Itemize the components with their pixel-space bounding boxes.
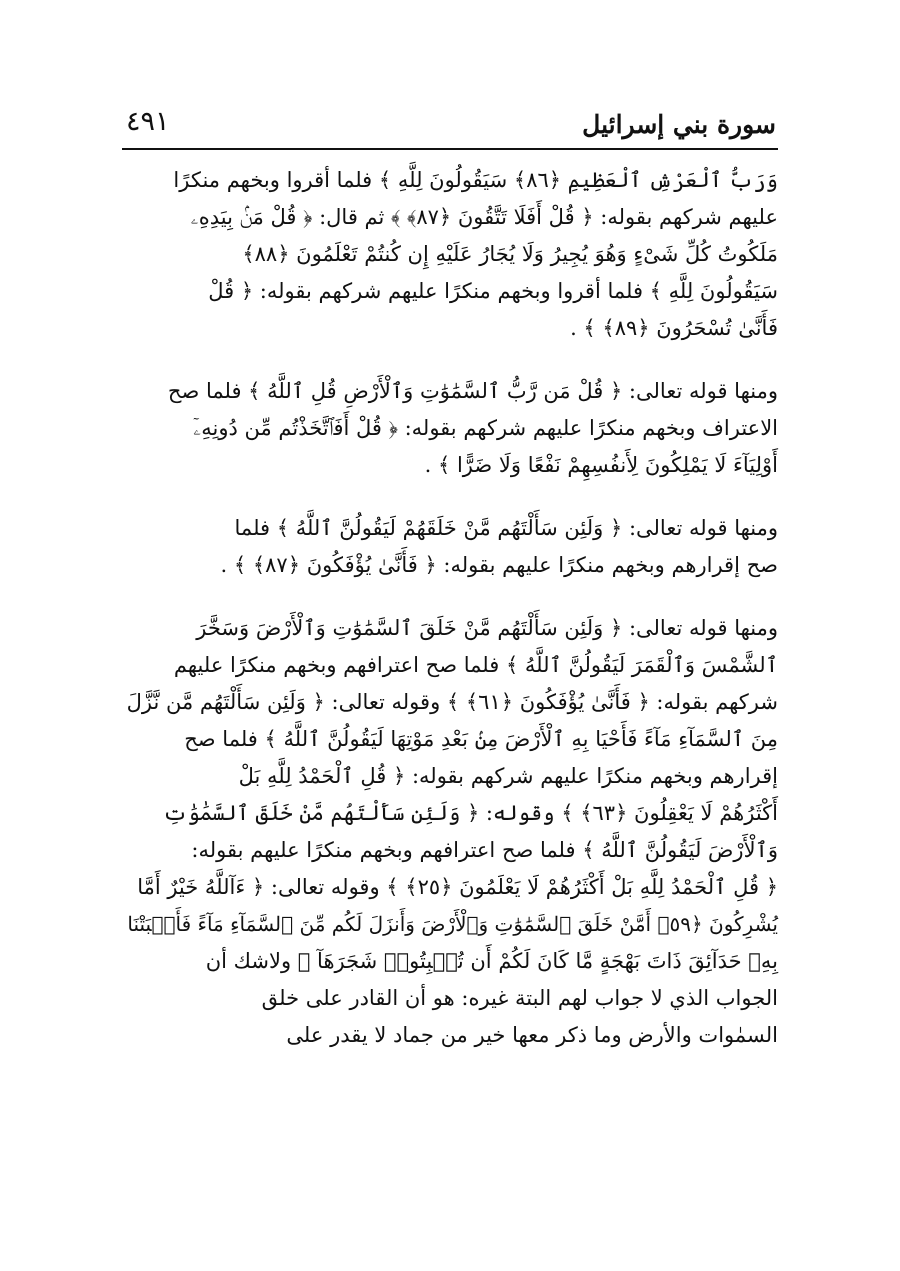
- text-line: أَوْلِيَآءَ لَا يَمْلِكُونَ لِأَنفُسِهِمْ نَفْعًا وَلَا ضَرًّا ﴾ .: [424, 453, 778, 477]
- text-line: وَرَبُّ ٱلْعَرْشِ ٱلْعَظِيمِ ﴿٨٦﴾ سَيَقُولُونَ لِلَّهِ ﴾ فلما أقروا وبخهم منكرًا: [173, 168, 778, 192]
- paragraph-2: [122, 373, 778, 484]
- page-header: [122, 100, 778, 150]
- page-body: [122, 162, 778, 1054]
- paragraph-3: [122, 510, 778, 584]
- surah-title: سورة بني إسرائيل: [582, 110, 776, 139]
- page-number: ٤٩١: [126, 106, 170, 137]
- text-line: ﴿ قُلِ ٱلْحَمْدُ لِلَّهِ بَلْ أَكْثَرُهُمْ لَا يَعْلَمُونَ ﴿٢٥﴾ ﴾ وقوله تعالى: ﴿ ءَآللَّهُ خَيْرٌ أَمَّا: [137, 875, 778, 899]
- text-line: إقرارهم وبخهم منكرًا عليهم شركهم بقوله: ﴿ قُلِ ٱلْحَمْدُ لِلَّهِ بَلْ: [238, 764, 778, 788]
- text-line: ومنها قوله تعالى: ﴿ قُلْ مَن رَّبُّ ٱلسَّمَٰوَٰتِ وَٱلْأَرْضِ قُلِ ٱللَّهُ ﴾ فلما صح: [167, 379, 778, 403]
- text-line: مِنَ ٱلسَّمَآءِ مَآءً فَأَحْيَا بِهِ ٱلْأَرْضَ مِنۢ بَعْدِ مَوْتِهَا لَيَقُولُنَّ ٱللَّهُ ﴾ فلما صح: [184, 727, 778, 751]
- text-line: الاعتراف وبخهم منكرًا عليهم شركهم بقوله: ﴿ قُلْ أَفَٱتَّخَذْتُم مِّن دُونِهِۦٓ: [193, 416, 778, 440]
- text-line: وَٱلْأَرْضَ لَيَقُولُنَّ ٱللَّهُ ﴾ فلما صح اعترافهم وبخهم منكرًا عليهم بقوله:: [191, 838, 778, 862]
- text-line: الجواب الذي لا جواب لهم البتة غيره: هو أن القادر على خلق: [261, 986, 778, 1010]
- text-line: سَيَقُولُونَ لِلَّهِ ﴾ فلما أقروا وبخهم منكرًا عليهم شركهم بقوله: ﴿ قُلْ: [208, 279, 778, 303]
- text-line: يُشْرِكُونَ ﴿٥٩﴾ أَمَّنْ خَلَقَ ٱلسَّمَٰوَٰتِ وَٱلْأَرْضَ وَأَنزَلَ لَكُم مِّنَ ٱلسَّمَآءِ مَآءً فَأَنۢبَتْنَا: [127, 912, 778, 936]
- text-line: عليهم شركهم بقوله: ﴿ قُلْ أَفَلَا تَتَّقُونَ ﴿٨٧﴾ ﴾ ثم قال: ﴿ قُلْ مَنۢ بِيَدِهِۦ: [190, 205, 778, 229]
- text-line: فَأَنَّىٰ تُسْحَرُونَ ﴿٨٩﴾ ﴾ .: [570, 316, 778, 340]
- document-page: [122, 100, 778, 1054]
- text-line: بِهِۦ حَدَآئِقَ ذَاتَ بَهْجَةٍ مَّا كَانَ لَكُمْ أَن تُنۢبِتُوا۟ شَجَرَهَآ ﴾ ولاشك أن: [205, 949, 778, 973]
- text-line: صح إقرارهم وبخهم منكرًا عليهم بقوله: ﴿ فَأَنَّىٰ يُؤْفَكُونَ ﴿٨٧﴾ ﴾ .: [220, 553, 778, 577]
- text-line: شركهم بقوله: ﴿ فَأَنَّىٰ يُؤْفَكُونَ ﴿٦١﴾ ﴾ وقوله تعالى: ﴿ وَلَئِن سَأَلْتَهُم مَّن نَّزَّلَ: [126, 690, 778, 714]
- paragraph-4: [122, 610, 778, 1054]
- text-line: ومنها قوله تعالى: ﴿ وَلَئِن سَأَلْتَهُم مَّنْ خَلَقَهُمْ لَيَقُولُنَّ ٱللَّهُ ﴾ فلما: [234, 516, 778, 540]
- text-line: ٱلشَّمْسَ وَٱلْقَمَرَ لَيَقُولُنَّ ٱللَّهُ ﴾ فلما صح اعترافهم وبخهم منكرًا عليهم: [173, 653, 778, 677]
- text-line: ومنها قوله تعالى: ﴿ وَلَئِن سَأَلْتَهُم مَّنْ خَلَقَ ٱلسَّمَٰوَٰتِ وَٱلْأَرْضَ وَسَخَّرَ: [196, 616, 778, 640]
- paragraph-1: [122, 162, 778, 347]
- text-line: أَكْثَرُهُمْ لَا يَعْقِلُونَ ﴿٦٣﴾ ﴾ وقوله: ﴿ وَلَئِن سَأَلْتَهُم مَّنْ خَلَقَ ٱلسَّمَٰوَٰتِ: [162, 801, 778, 825]
- text-line: مَلَكُوتُ كُلِّ شَىْءٍ وَهُوَ يُجِيرُ وَلَا يُجَارُ عَلَيْهِ إِن كُنتُمْ تَعْلَمُونَ ﴿٨٨﴾: [242, 242, 778, 266]
- text-line: السمٰوات والأرض وما ذكر معها خير من جماد لا يقدر على: [286, 1023, 778, 1047]
